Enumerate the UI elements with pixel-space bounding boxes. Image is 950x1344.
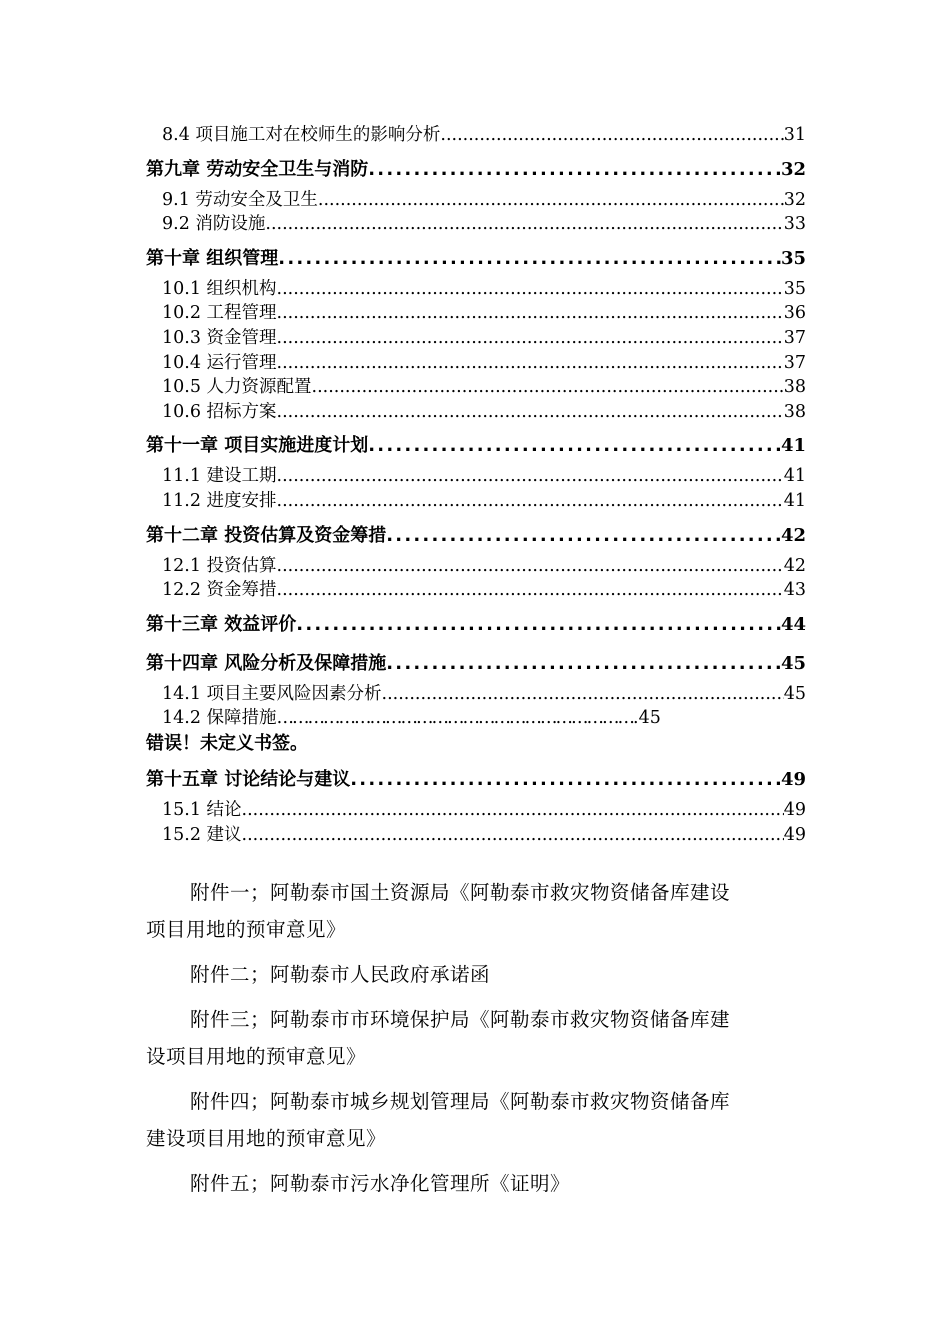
toc-entry-label: 12.2 资金筹措 <box>162 580 277 601</box>
toc-section-entry[interactable] <box>146 301 806 326</box>
toc-entry-label: 10.6 招标方案 <box>162 401 277 422</box>
toc-leader-dots <box>277 554 784 579</box>
toc-page-number: 42 <box>783 555 806 576</box>
toc-entry-label: 14.2 保障措施 <box>162 708 277 729</box>
bookmark-error: 错误！未定义书签。 <box>146 733 308 755</box>
annex-line-first: 附件五；阿勒泰市污水净化管理所《证明》 <box>190 1172 571 1195</box>
toc-entry-label: 10.4 运行管理 <box>162 352 277 373</box>
toc-part-2 <box>146 763 806 847</box>
toc-entry-label: 9.1 劳动安全及卫生 <box>162 189 318 210</box>
toc-page-number: 36 <box>783 303 806 324</box>
toc-entry-label: 10.1 组织机构 <box>162 278 277 299</box>
toc-entry-label: 11.1 建设工期 <box>162 466 277 487</box>
toc-part-1 <box>146 123 806 706</box>
toc-leader-dots <box>277 489 784 514</box>
toc-leader-dots <box>318 188 784 213</box>
toc-page-number: 38 <box>783 377 806 398</box>
toc-leader-dots <box>312 375 784 400</box>
toc-entry-label: 第十五章 讨论结论与建议 <box>146 769 351 791</box>
toc-leader-dots <box>368 429 781 463</box>
annex-line-first: 附件二；阿勒泰市人民政府承诺函 <box>190 963 491 986</box>
toc-leader-dots <box>277 578 784 603</box>
toc-page-number: 41 <box>783 490 806 511</box>
toc-section-entry[interactable] <box>146 277 806 302</box>
toc-entry-label: 第十四章 风险分析及保障措施 <box>146 652 387 674</box>
toc-section-entry[interactable] <box>146 375 806 400</box>
toc-page-number: 35 <box>780 247 806 269</box>
toc-section-entry[interactable] <box>146 554 806 579</box>
toc-leader-dots <box>277 277 784 302</box>
toc-chapter-entry[interactable] <box>146 153 806 187</box>
toc-section-entry[interactable] <box>146 326 806 351</box>
annex-list <box>146 874 806 1202</box>
toc-section-entry[interactable] <box>146 798 806 823</box>
toc-leader-dots <box>368 153 781 187</box>
toc-page-number: 41 <box>783 466 806 487</box>
toc-leader-dots <box>242 798 784 823</box>
annex-line-continued: 项目用地的预审意见》 <box>146 918 347 941</box>
toc-entry-label: 第十二章 投资估算及资金筹措 <box>146 524 387 546</box>
toc-leader-dots <box>350 763 781 797</box>
toc-leader-dots <box>277 351 784 376</box>
toc-entry-label: 第十三章 效益评价 <box>146 613 297 635</box>
toc-entry-label: 8.4 项目施工对在校师生的影响分析 <box>162 125 441 145</box>
toc-entry-label: 15.2 建议 <box>162 824 242 845</box>
annex-item <box>146 956 806 993</box>
toc-chapter-entry[interactable] <box>146 608 806 642</box>
toc-section-entry[interactable] <box>146 188 806 213</box>
toc-page-number: 49 <box>780 769 806 791</box>
toc-page-number: 31 <box>783 125 806 145</box>
toc-entry-label: 12.1 投资估算 <box>162 555 277 576</box>
annex-line-continued: 建设项目用地的预审意见》 <box>146 1127 387 1150</box>
toc-entry-label: 9.2 消防设施 <box>162 214 266 235</box>
toc-page-number: 37 <box>783 352 806 373</box>
toc-section-entry[interactable] <box>146 351 806 376</box>
toc-leader-dots <box>277 326 784 351</box>
toc-leader-dots <box>277 400 784 425</box>
toc-page-number: 44 <box>780 613 806 635</box>
annex-item <box>146 1165 806 1202</box>
toc-leader-dots <box>386 647 781 681</box>
toc-entry-label: 14.1 项目主要风险因素分析 <box>162 683 382 704</box>
toc-page-number: 49 <box>783 824 806 845</box>
annex-item <box>146 1083 806 1157</box>
toc-entry-label: 10.3 资金管理 <box>162 327 277 348</box>
annex-line-continued: 设项目用地的预审意见》 <box>146 1045 367 1068</box>
annex-item <box>146 874 806 948</box>
annex-line-first: 附件一；阿勒泰市国土资源局《阿勒泰市救灾物资储备库建设 <box>190 881 731 904</box>
toc-page-number: 43 <box>783 580 806 601</box>
toc-section-entry[interactable] <box>146 682 806 707</box>
toc-leader-dots <box>277 464 784 489</box>
toc-section-entry[interactable] <box>146 400 806 425</box>
annex-item <box>146 1001 806 1075</box>
toc-leader-dots <box>265 212 783 237</box>
toc-leader-dots: …………………………………………………………… <box>276 708 634 729</box>
toc-section-entry[interactable] <box>146 464 806 489</box>
annex-line-first: 附件四；阿勒泰市城乡规划管理局《阿勒泰市救灾物资储备库 <box>190 1090 731 1113</box>
toc-page-number: 32 <box>783 189 806 210</box>
toc-page-number: 45 <box>780 652 806 674</box>
toc-page-number: 35 <box>783 278 806 299</box>
toc-page-number: 37 <box>783 327 806 348</box>
toc-section-entry[interactable] <box>146 123 806 148</box>
toc-entry-label: 第十一章 项目实施进度计划 <box>146 435 369 457</box>
toc-leader-dots <box>382 682 784 707</box>
toc-entry-label: 10.2 工程管理 <box>162 303 277 324</box>
toc-section-entry[interactable] <box>146 823 806 848</box>
table-of-contents <box>146 123 806 848</box>
toc-page-number: 41 <box>780 435 806 457</box>
toc-entry-label: 第十章 组织管理 <box>146 247 279 269</box>
toc-chapter-entry[interactable] <box>146 519 806 553</box>
annex-line-first: 附件三；阿勒泰市市环境保护局《阿勒泰市救灾物资储备库建 <box>190 1008 731 1031</box>
toc-entry-label: 15.1 结论 <box>162 800 242 821</box>
toc-leader-dots <box>296 608 781 642</box>
toc-leader-dots <box>277 301 784 326</box>
toc-page-number: 45 <box>783 683 806 704</box>
toc-entry-label: 10.5 人力资源配置 <box>162 377 312 398</box>
toc-leader-dots <box>278 242 781 276</box>
toc-leader-dots <box>242 823 784 848</box>
toc-page-number: 33 <box>783 214 806 235</box>
toc-leader-dots <box>386 519 781 553</box>
toc-page-number: 32 <box>780 158 806 180</box>
toc-entry-label: 11.2 进度安排 <box>162 490 277 511</box>
toc-section-entry[interactable] <box>146 489 806 514</box>
toc-chapter-entry[interactable] <box>146 647 806 681</box>
toc-page-number: 42 <box>780 524 806 546</box>
toc-leader-dots <box>440 123 783 148</box>
toc-chapter-entry[interactable] <box>146 429 806 463</box>
toc-entry-14-2[interactable] <box>146 706 806 730</box>
toc-page-number: 38 <box>783 401 806 422</box>
toc-section-entry[interactable] <box>146 578 806 603</box>
toc-chapter-entry[interactable] <box>146 242 806 276</box>
toc-section-entry[interactable] <box>146 212 806 237</box>
toc-entry-label: 第九章 劳动安全卫生与消防 <box>146 158 369 180</box>
toc-page-number: 49 <box>783 800 806 821</box>
toc-chapter-entry[interactable] <box>146 763 806 797</box>
toc-page-number: .45 <box>633 708 661 729</box>
